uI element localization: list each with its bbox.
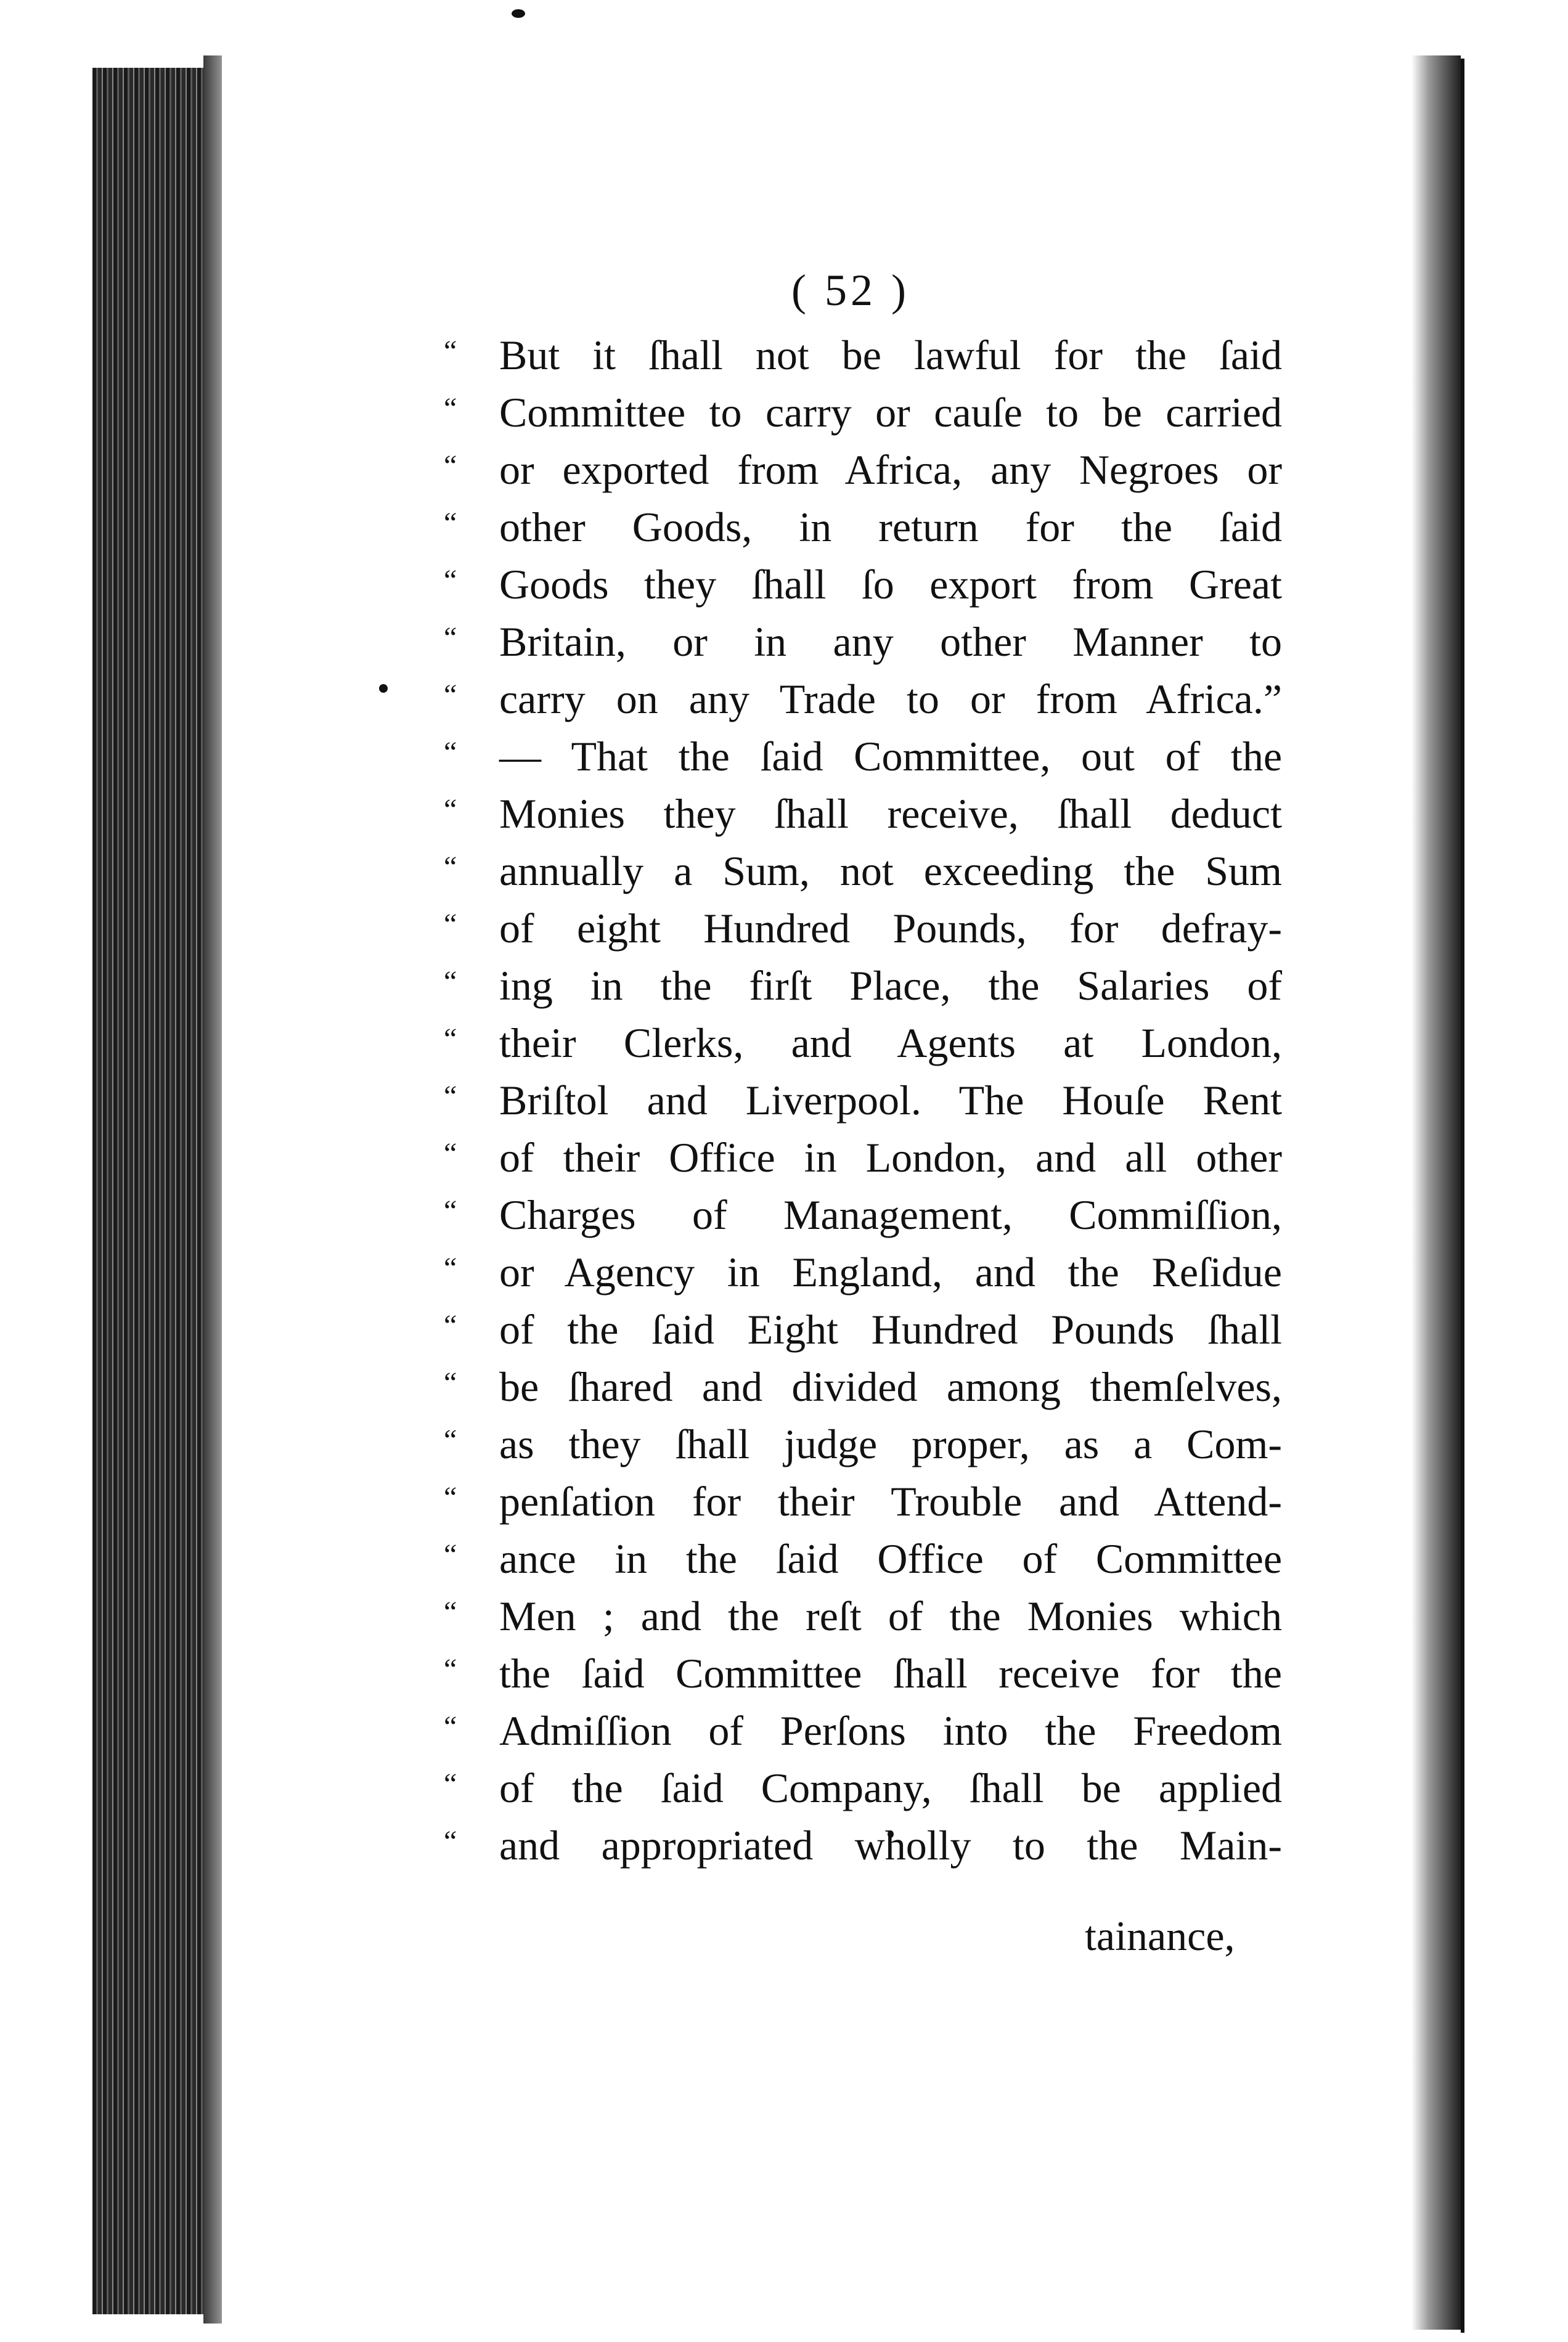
quotation-mark: “ (444, 1424, 457, 1456)
line-text: Monies they ſhall receive, ſhall deduct (499, 790, 1282, 837)
page-number: ( 52 ) (791, 266, 910, 315)
text-line (444, 327, 1282, 384)
line-text: Britain, or in any other Manner to (499, 618, 1282, 665)
facing-page-edge (1461, 59, 1568, 2333)
line-text: Admiſſion of Perſons into the Freedom (499, 1707, 1282, 1754)
quotation-mark: “ (444, 793, 457, 826)
text-line (444, 1530, 1282, 1588)
line-text: Men ; and the reſt of the Monies which (499, 1593, 1282, 1639)
line-text: penſation for their Trouble and Attend- (499, 1478, 1282, 1525)
body-text (444, 327, 1282, 1874)
line-text: their Clerks, and Agents at London, (499, 1019, 1282, 1066)
text-line (444, 1301, 1282, 1358)
text-line (444, 613, 1282, 671)
line-text: of the ſaid Eight Hundred Pounds ſhall (499, 1306, 1282, 1353)
quotation-mark: “ (444, 1137, 457, 1170)
quotation-mark: “ (444, 1768, 457, 1800)
text-line (444, 728, 1282, 785)
line-text: Committee to carry or cauſe to be carried (499, 389, 1282, 436)
text-line (444, 1014, 1282, 1072)
text-line (444, 1416, 1282, 1473)
text-line (444, 384, 1282, 441)
line-text: be ſhared and divided among themſelves, (499, 1363, 1282, 1410)
quotation-mark: “ (444, 736, 457, 769)
line-text: of the ſaid Company, ſhall be applied (499, 1765, 1282, 1811)
quotation-mark: “ (444, 1481, 457, 1514)
text-line (444, 957, 1282, 1014)
quotation-mark: “ (444, 1080, 457, 1112)
line-text: carry on any Trade to or from Africa.” (499, 675, 1282, 722)
gutter-shadow (1411, 55, 1461, 2330)
line-text: of their Office in London, and all other (499, 1134, 1282, 1181)
text-line (444, 671, 1282, 728)
line-text: annually a Sum, not exceeding the Sum (499, 847, 1282, 894)
text-line (444, 1358, 1282, 1416)
line-text: the ſaid Committee ſhall receive for the (499, 1650, 1282, 1697)
quotation-mark: “ (444, 392, 457, 425)
quotation-mark: “ (444, 908, 457, 940)
line-text: of eight Hundred Pounds, for defray- (499, 905, 1282, 952)
quotation-mark: “ (444, 1366, 457, 1399)
line-text: as they ſhall judge proper, as a Com- (499, 1421, 1282, 1467)
text-line (444, 1129, 1282, 1186)
text-line (444, 441, 1282, 499)
text-line (444, 556, 1282, 613)
line-text: other Goods, in return for the ſaid (499, 504, 1282, 550)
line-text: or Agency in England, and the Reſidue (499, 1249, 1282, 1295)
quotation-mark: “ (444, 1710, 457, 1743)
line-text: But it ſhall not be lawful for the ſaid (499, 332, 1282, 378)
text-line (444, 1072, 1282, 1129)
text-line (444, 1588, 1282, 1645)
quotation-mark: “ (444, 965, 457, 998)
quotation-mark: “ (444, 851, 457, 883)
text-line (444, 1760, 1282, 1817)
quotation-mark: “ (444, 564, 457, 597)
line-text: and appropriated wholly to the Main- (499, 1822, 1282, 1869)
quotation-mark: “ (444, 1653, 457, 1686)
text-line (444, 499, 1282, 556)
quotation-mark: “ (444, 1022, 457, 1055)
text-line (444, 843, 1282, 900)
quotation-mark: “ (444, 1194, 457, 1227)
quotation-mark: “ (444, 1596, 457, 1628)
quotation-mark: “ (444, 335, 457, 367)
text-line (444, 1473, 1282, 1530)
catchword: tainance, (1085, 1912, 1235, 1959)
quotation-mark: “ (444, 1309, 457, 1342)
quotation-mark: “ (444, 1538, 457, 1571)
text-line (444, 1817, 1282, 1874)
quotation-mark: “ (444, 1825, 457, 1858)
line-text: Briſtol and Liverpool. The Houſe Rent (499, 1077, 1282, 1124)
text-line (444, 900, 1282, 957)
text-line (444, 1186, 1282, 1244)
text-line (444, 785, 1282, 843)
quotation-mark: “ (444, 621, 457, 654)
ink-speck (379, 684, 388, 693)
line-text: Charges of Management, Commiſſion, (499, 1191, 1282, 1238)
line-text: Goods they ſhall ſo export from Great (499, 561, 1282, 608)
text-line (444, 1702, 1282, 1760)
line-text: — That the ſaid Committee, out of the (499, 733, 1282, 780)
quotation-mark: “ (444, 449, 457, 482)
text-line (444, 1244, 1282, 1301)
text-line (444, 1645, 1282, 1702)
quotation-mark: “ (444, 679, 457, 711)
line-text: or exported from Africa, any Negroes or (499, 446, 1282, 493)
line-text: ing in the firſt Place, the Salaries of (499, 962, 1282, 1009)
line-text: ance in the ſaid Office of Committee (499, 1535, 1282, 1582)
quotation-mark: “ (444, 1252, 457, 1284)
ink-speck (512, 9, 525, 18)
quotation-mark: “ (444, 507, 457, 539)
